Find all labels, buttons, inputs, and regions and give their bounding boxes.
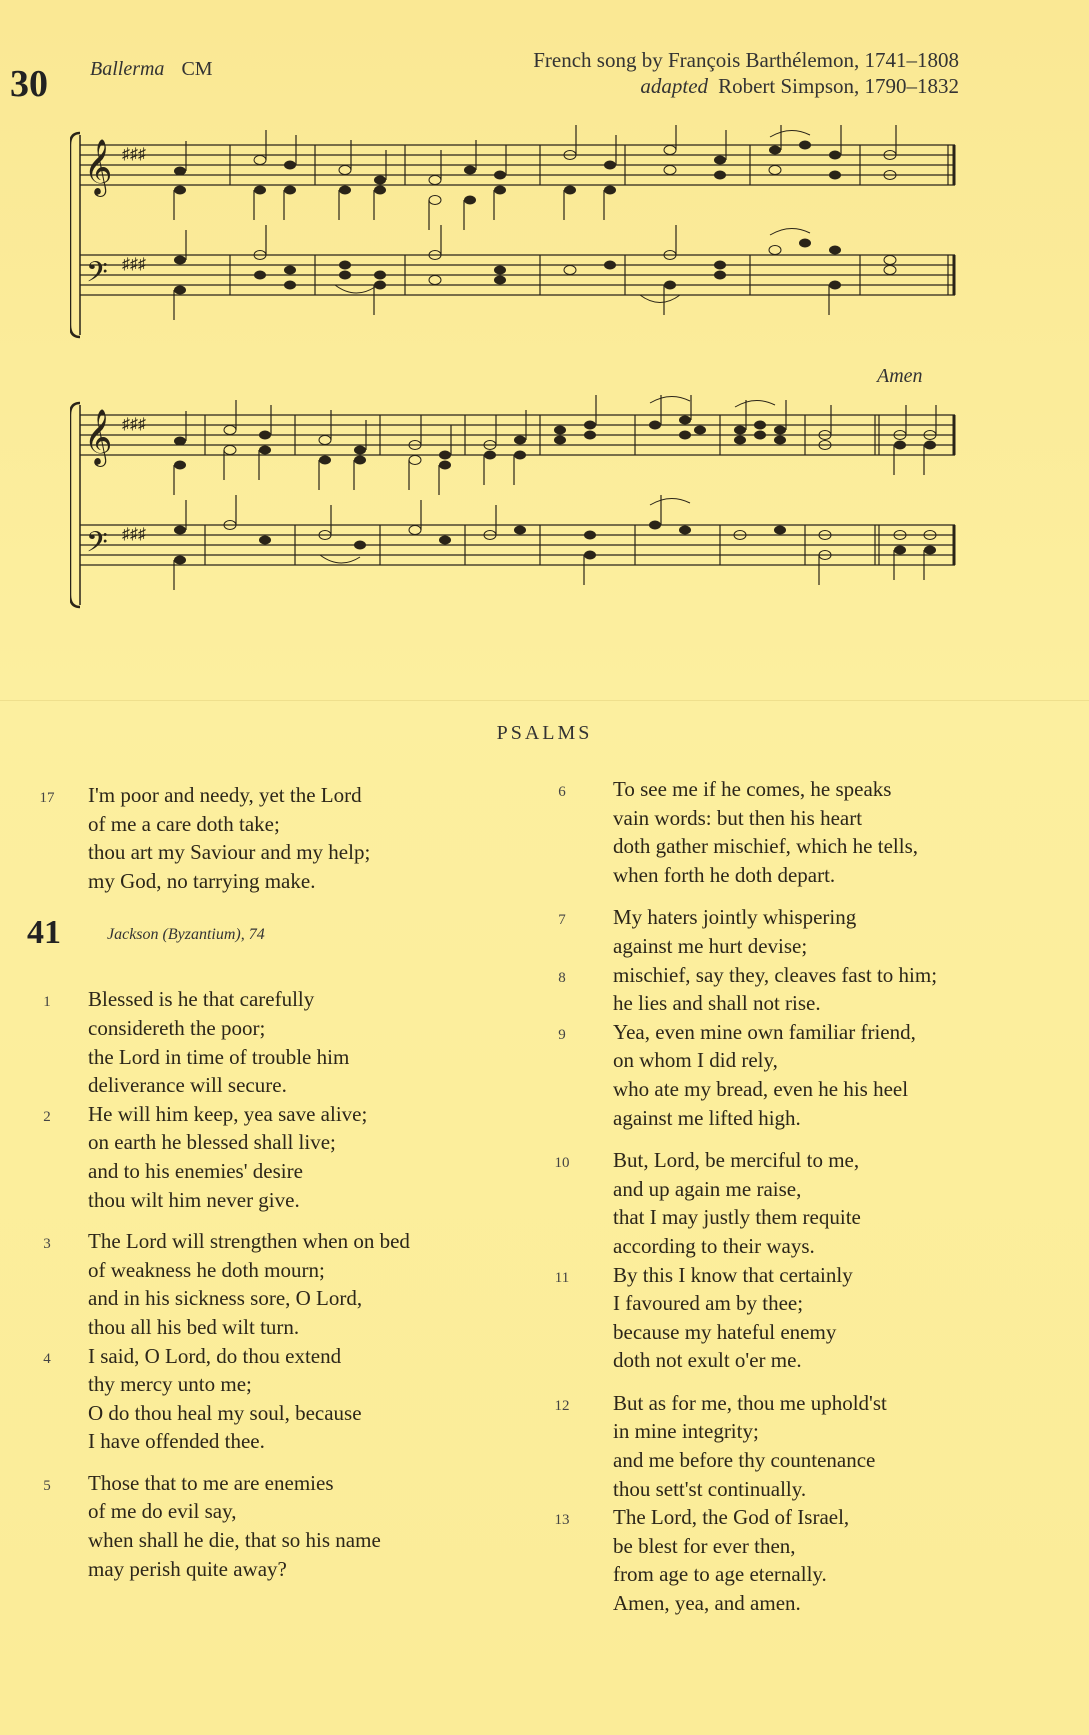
- verse-number: 3: [43, 1236, 51, 1253]
- svg-text:♯♯♯: ♯♯♯: [122, 256, 146, 273]
- verse-number: 6: [558, 784, 566, 800]
- verse-5: [43, 1469, 528, 1583]
- verse-line: on earth he blessed shall live;: [88, 1130, 336, 1155]
- verse-number: 8: [558, 969, 566, 986]
- music-system-1: [70, 125, 960, 345]
- verse-line: Those that to me are enemies: [88, 1470, 334, 1495]
- svg-text:♯♯♯: ♯♯♯: [122, 416, 146, 433]
- verse-6: [558, 775, 1053, 889]
- tune-name: [90, 58, 213, 81]
- verse-line: To see me if he comes, he speaks: [613, 777, 892, 801]
- verse-line: and in his sickness sore, O Lord,: [88, 1286, 363, 1311]
- verse-line: and up again me raise,: [613, 1176, 802, 1201]
- verse-line: of weakness he doth mourn;: [88, 1257, 325, 1282]
- verse-line: may perish quite away?: [88, 1556, 287, 1581]
- verse-line: thou all his bed wilt turn.: [88, 1314, 300, 1339]
- verse-12: [554, 1389, 1053, 1503]
- adapted-label: adapted: [640, 74, 709, 98]
- verse-line: thy mercy unto me;: [88, 1372, 252, 1397]
- verse-line: from age to age eternally.: [613, 1562, 827, 1587]
- verse-line: O do thou heal my soul, because: [88, 1400, 362, 1425]
- verse-line: he lies and shall not rise.: [613, 991, 821, 1016]
- psalm-number: 41: [27, 914, 61, 951]
- verse-line: because my hateful enemy: [613, 1319, 837, 1344]
- verse-line: considereth the poor;: [88, 1015, 266, 1040]
- verse-line: and to his enemies' desire: [88, 1158, 303, 1183]
- verse-line: Yea, even mine own familiar friend,: [613, 1019, 916, 1044]
- verse-number: 13: [554, 1512, 570, 1529]
- verse-7: [558, 903, 1053, 960]
- psalm-heading: [27, 914, 265, 952]
- verse-line: I'm poor and needy, yet the Lord: [88, 783, 362, 807]
- verse-number: 1: [43, 994, 51, 1011]
- svg-text:♯♯♯: ♯♯♯: [122, 146, 146, 163]
- verse-line: The Lord will strengthen when on bed: [88, 1229, 410, 1254]
- verse-line: He will him keep, yea save alive;: [88, 1101, 368, 1126]
- verse-line: Blessed is he that carefully: [88, 987, 315, 1012]
- composer-credit: French song by François Barthélemon, 1741–1808: [533, 48, 959, 72]
- verse-line: I favoured am by thee;: [613, 1291, 804, 1316]
- verse-line: My haters jointly whispering: [613, 905, 857, 930]
- verse-17: [39, 781, 528, 895]
- tune-name-text: Ballerma: [90, 58, 165, 80]
- svg-text:𝄢: 𝄢: [86, 256, 108, 296]
- section-title: PSALMS: [496, 722, 593, 744]
- verse-number: 7: [558, 912, 566, 929]
- verse-line: deliverance will secure.: [88, 1073, 287, 1098]
- verse-number: 11: [554, 1269, 570, 1286]
- verse-line: doth not exult o'er me.: [613, 1348, 802, 1373]
- verse-line: But, Lord, be merciful to me,: [613, 1148, 860, 1173]
- verse-line: thou wilt him never give.: [88, 1187, 300, 1212]
- verse-number: 17: [39, 790, 55, 806]
- verse-line: that I may justly them requite: [613, 1205, 861, 1230]
- verse-line: doth gather mischief, which he tells,: [613, 834, 919, 859]
- verse-number: 4: [43, 1350, 51, 1367]
- amen-label: Amen: [877, 365, 923, 387]
- verse-line: on whom I did rely,: [613, 1048, 778, 1073]
- verse-10: [554, 1146, 1053, 1260]
- verse-line: of me do evil say,: [88, 1499, 237, 1524]
- verse-number: 12: [554, 1397, 570, 1414]
- verse-4: [43, 1342, 528, 1456]
- verse-line: my God, no tarrying make.: [88, 868, 316, 893]
- verse-11: [554, 1261, 1053, 1375]
- verse-line: I have offended thee.: [88, 1429, 265, 1454]
- verse-line: I said, O Lord, do thou extend: [88, 1343, 342, 1368]
- verse-line: be blest for ever then,: [613, 1533, 796, 1558]
- svg-text:𝄢: 𝄢: [86, 526, 108, 566]
- verse-line: according to their ways.: [613, 1233, 815, 1258]
- verse-line: thou sett'st continually.: [613, 1476, 807, 1501]
- verse-line: mischief, say they, cleaves fast to him;: [613, 962, 938, 987]
- verse-line: the Lord in time of trouble him: [88, 1044, 350, 1069]
- verse-line: when shall he die, that so his name: [88, 1528, 381, 1553]
- verse-9: [558, 1018, 1053, 1132]
- verse-1: [43, 985, 528, 1099]
- psalm-tune: Jackson (Byzantium), 74: [107, 926, 265, 943]
- arranger-credit: [640, 74, 959, 99]
- verse-number: 10: [554, 1155, 570, 1172]
- verse-line: in mine integrity;: [613, 1419, 759, 1444]
- verse-line: Amen, yea, and amen.: [613, 1591, 801, 1616]
- verse-line: against me hurt devise;: [613, 933, 808, 958]
- music-system-2: [70, 395, 960, 615]
- verse-line: The Lord, the God of Israel,: [613, 1505, 850, 1530]
- meter: CM: [181, 58, 213, 80]
- arranger-name: Robert Simpson, 1790–1832: [718, 74, 959, 98]
- verse-number: 9: [558, 1026, 566, 1043]
- verse-line: But as for me, thou me uphold'st: [613, 1390, 887, 1415]
- verse-line: who ate my bread, even he his heel: [613, 1076, 909, 1101]
- verse-line: By this I know that certainly: [613, 1262, 853, 1287]
- verse-line: vain words: but then his heart: [613, 805, 863, 830]
- verse-3: [43, 1227, 528, 1341]
- right-column: [554, 775, 1053, 1618]
- hymn-number: 30: [10, 63, 48, 105]
- verse-13: [554, 1503, 1053, 1617]
- verse-line: and me before thy countenance: [613, 1448, 876, 1473]
- verse-number: 2: [43, 1108, 51, 1125]
- verse-2: [43, 1100, 528, 1214]
- svg-text:♯♯♯: ♯♯♯: [122, 526, 146, 543]
- verse-line: of me a care doth take;: [88, 811, 280, 836]
- svg-text:𝄞: 𝄞: [84, 409, 113, 465]
- svg-text:𝄞: 𝄞: [84, 139, 113, 195]
- verse-line: thou art my Saviour and my help;: [88, 840, 371, 865]
- verse-8: [558, 961, 1053, 1018]
- verse-number: 5: [43, 1477, 51, 1494]
- verse-line: when forth he doth depart.: [613, 862, 836, 887]
- verse-line: against me lifted high.: [613, 1105, 801, 1130]
- section-divider: [0, 700, 1089, 701]
